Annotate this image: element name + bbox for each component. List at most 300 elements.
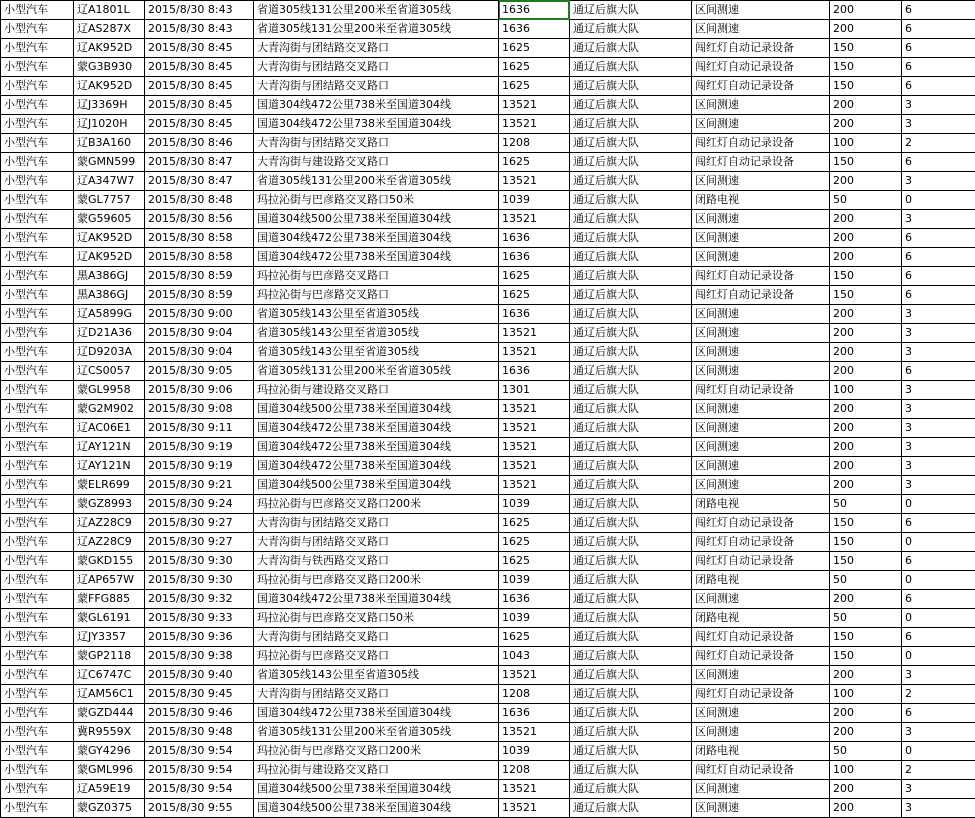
plate-cell[interactable]: 辽AY121N <box>74 457 145 476</box>
fine-cell[interactable]: 200 <box>830 115 902 134</box>
vehicle-type-cell[interactable]: 小型汽车 <box>1 742 74 761</box>
datetime-cell[interactable]: 2015/8/30 9:05 <box>145 362 254 381</box>
fine-cell[interactable]: 150 <box>830 153 902 172</box>
device-cell[interactable]: 区间测速 <box>692 590 830 609</box>
datetime-cell[interactable]: 2015/8/30 9:11 <box>145 419 254 438</box>
location-cell[interactable]: 国道304线472公里738米至国道304线 <box>254 438 499 457</box>
location-cell[interactable]: 国道304线472公里738米至国道304线 <box>254 229 499 248</box>
unit-cell[interactable]: 通辽后旗大队 <box>570 666 692 685</box>
location-cell[interactable]: 省道305线143公里至省道305线 <box>254 305 499 324</box>
code-cell[interactable]: 1039 <box>499 742 570 761</box>
unit-cell[interactable]: 通辽后旗大队 <box>570 77 692 96</box>
datetime-cell[interactable]: 2015/8/30 8:58 <box>145 229 254 248</box>
location-cell[interactable]: 大青沟街与团结路交叉路口 <box>254 77 499 96</box>
plate-cell[interactable]: 辽D21A36 <box>74 324 145 343</box>
location-cell[interactable]: 大青沟街与团结路交叉路口 <box>254 533 499 552</box>
points-cell[interactable]: 6 <box>902 153 975 172</box>
code-cell[interactable]: 1636 <box>499 1 570 20</box>
vehicle-type-cell[interactable]: 小型汽车 <box>1 476 74 495</box>
datetime-cell[interactable]: 2015/8/30 8:58 <box>145 248 254 267</box>
fine-cell[interactable]: 200 <box>830 343 902 362</box>
location-cell[interactable]: 大青沟街与团结路交叉路口 <box>254 628 499 647</box>
points-cell[interactable]: 3 <box>902 172 975 191</box>
vehicle-type-cell[interactable]: 小型汽车 <box>1 685 74 704</box>
plate-cell[interactable]: 辽J1020H <box>74 115 145 134</box>
datetime-cell[interactable]: 2015/8/30 8:59 <box>145 267 254 286</box>
fine-cell[interactable]: 150 <box>830 514 902 533</box>
unit-cell[interactable]: 通辽后旗大队 <box>570 742 692 761</box>
unit-cell[interactable]: 通辽后旗大队 <box>570 229 692 248</box>
location-cell[interactable]: 省道305线131公里200米至省道305线 <box>254 20 499 39</box>
vehicle-type-cell[interactable]: 小型汽车 <box>1 381 74 400</box>
code-cell[interactable]: 1039 <box>499 191 570 210</box>
location-cell[interactable]: 省道305线143公里至省道305线 <box>254 666 499 685</box>
code-cell[interactable]: 13521 <box>499 438 570 457</box>
unit-cell[interactable]: 通辽后旗大队 <box>570 495 692 514</box>
points-cell[interactable]: 3 <box>902 799 975 818</box>
datetime-cell[interactable]: 2015/8/30 8:45 <box>145 58 254 77</box>
device-cell[interactable]: 区间测速 <box>692 115 830 134</box>
plate-cell[interactable]: 辽A5899G <box>74 305 145 324</box>
location-cell[interactable]: 大青沟街与团结路交叉路口 <box>254 39 499 58</box>
points-cell[interactable]: 3 <box>902 96 975 115</box>
fine-cell[interactable]: 200 <box>830 400 902 419</box>
unit-cell[interactable]: 通辽后旗大队 <box>570 172 692 191</box>
unit-cell[interactable]: 通辽后旗大队 <box>570 438 692 457</box>
vehicle-type-cell[interactable]: 小型汽车 <box>1 457 74 476</box>
vehicle-type-cell[interactable]: 小型汽车 <box>1 799 74 818</box>
vehicle-type-cell[interactable]: 小型汽车 <box>1 552 74 571</box>
location-cell[interactable]: 大青沟街与团结路交叉路口 <box>254 514 499 533</box>
unit-cell[interactable]: 通辽后旗大队 <box>570 628 692 647</box>
points-cell[interactable]: 0 <box>902 495 975 514</box>
fine-cell[interactable]: 200 <box>830 476 902 495</box>
unit-cell[interactable]: 通辽后旗大队 <box>570 96 692 115</box>
plate-cell[interactable]: 蒙GL9958 <box>74 381 145 400</box>
location-cell[interactable]: 国道304线472公里738米至国道304线 <box>254 419 499 438</box>
datetime-cell[interactable]: 2015/8/30 8:45 <box>145 96 254 115</box>
location-cell[interactable]: 大青沟街与团结路交叉路口 <box>254 58 499 77</box>
unit-cell[interactable]: 通辽后旗大队 <box>570 305 692 324</box>
fine-cell[interactable]: 200 <box>830 780 902 799</box>
plate-cell[interactable]: 辽AZ28C9 <box>74 533 145 552</box>
code-cell[interactable]: 1208 <box>499 685 570 704</box>
datetime-cell[interactable]: 2015/8/30 9:55 <box>145 799 254 818</box>
datetime-cell[interactable]: 2015/8/30 9:30 <box>145 571 254 590</box>
fine-cell[interactable]: 50 <box>830 495 902 514</box>
datetime-cell[interactable]: 2015/8/30 8:47 <box>145 172 254 191</box>
unit-cell[interactable]: 通辽后旗大队 <box>570 400 692 419</box>
code-cell[interactable]: 13521 <box>499 780 570 799</box>
datetime-cell[interactable]: 2015/8/30 9:54 <box>145 780 254 799</box>
points-cell[interactable]: 3 <box>902 324 975 343</box>
vehicle-type-cell[interactable]: 小型汽车 <box>1 647 74 666</box>
unit-cell[interactable]: 通辽后旗大队 <box>570 115 692 134</box>
fine-cell[interactable]: 200 <box>830 438 902 457</box>
datetime-cell[interactable]: 2015/8/30 8:43 <box>145 1 254 20</box>
plate-cell[interactable]: 辽AM56C1 <box>74 685 145 704</box>
datetime-cell[interactable]: 2015/8/30 9:32 <box>145 590 254 609</box>
points-cell[interactable]: 6 <box>902 267 975 286</box>
fine-cell[interactable]: 200 <box>830 666 902 685</box>
fine-cell[interactable]: 200 <box>830 704 902 723</box>
fine-cell[interactable]: 150 <box>830 286 902 305</box>
code-cell[interactable]: 13521 <box>499 324 570 343</box>
vehicle-type-cell[interactable]: 小型汽车 <box>1 229 74 248</box>
plate-cell[interactable]: 辽AS287X <box>74 20 145 39</box>
fine-cell[interactable]: 200 <box>830 362 902 381</box>
fine-cell[interactable]: 50 <box>830 609 902 628</box>
location-cell[interactable]: 国道304线472公里738米至国道304线 <box>254 704 499 723</box>
vehicle-type-cell[interactable]: 小型汽车 <box>1 780 74 799</box>
device-cell[interactable]: 闭路电视 <box>692 495 830 514</box>
plate-cell[interactable]: 辽AK952D <box>74 77 145 96</box>
datetime-cell[interactable]: 2015/8/30 9:38 <box>145 647 254 666</box>
location-cell[interactable]: 大青沟街与团结路交叉路口 <box>254 134 499 153</box>
vehicle-type-cell[interactable]: 小型汽车 <box>1 343 74 362</box>
device-cell[interactable]: 区间测速 <box>692 96 830 115</box>
location-cell[interactable]: 省道305线143公里至省道305线 <box>254 343 499 362</box>
fine-cell[interactable]: 50 <box>830 571 902 590</box>
location-cell[interactable]: 国道304线472公里738米至国道304线 <box>254 115 499 134</box>
datetime-cell[interactable]: 2015/8/30 9:27 <box>145 514 254 533</box>
points-cell[interactable]: 0 <box>902 647 975 666</box>
plate-cell[interactable]: 蒙ELR699 <box>74 476 145 495</box>
plate-cell[interactable]: 蒙GZ8993 <box>74 495 145 514</box>
device-cell[interactable]: 区间测速 <box>692 20 830 39</box>
datetime-cell[interactable]: 2015/8/30 9:27 <box>145 533 254 552</box>
points-cell[interactable]: 6 <box>902 552 975 571</box>
device-cell[interactable]: 区间测速 <box>692 723 830 742</box>
datetime-cell[interactable]: 2015/8/30 8:56 <box>145 210 254 229</box>
points-cell[interactable]: 3 <box>902 780 975 799</box>
vehicle-type-cell[interactable]: 小型汽车 <box>1 305 74 324</box>
unit-cell[interactable]: 通辽后旗大队 <box>570 1 692 20</box>
vehicle-type-cell[interactable]: 小型汽车 <box>1 210 74 229</box>
points-cell[interactable]: 3 <box>902 419 975 438</box>
code-cell[interactable]: 1625 <box>499 514 570 533</box>
fine-cell[interactable]: 200 <box>830 590 902 609</box>
points-cell[interactable]: 3 <box>902 457 975 476</box>
device-cell[interactable]: 区间测速 <box>692 457 830 476</box>
fine-cell[interactable]: 200 <box>830 248 902 267</box>
code-cell[interactable]: 1636 <box>499 248 570 267</box>
code-cell[interactable]: 1636 <box>499 20 570 39</box>
code-cell[interactable]: 1625 <box>499 77 570 96</box>
location-cell[interactable]: 国道304线472公里738米至国道304线 <box>254 248 499 267</box>
unit-cell[interactable]: 通辽后旗大队 <box>570 685 692 704</box>
plate-cell[interactable]: 蒙GY4296 <box>74 742 145 761</box>
datetime-cell[interactable]: 2015/8/30 8:45 <box>145 115 254 134</box>
plate-cell[interactable]: 黑A386GJ <box>74 286 145 305</box>
unit-cell[interactable]: 通辽后旗大队 <box>570 153 692 172</box>
points-cell[interactable]: 3 <box>902 115 975 134</box>
fine-cell[interactable]: 200 <box>830 172 902 191</box>
datetime-cell[interactable]: 2015/8/30 9:24 <box>145 495 254 514</box>
vehicle-type-cell[interactable]: 小型汽车 <box>1 39 74 58</box>
unit-cell[interactable]: 通辽后旗大队 <box>570 20 692 39</box>
device-cell[interactable]: 闯红灯自动记录设备 <box>692 134 830 153</box>
points-cell[interactable]: 6 <box>902 39 975 58</box>
code-cell[interactable]: 1636 <box>499 362 570 381</box>
fine-cell[interactable]: 100 <box>830 381 902 400</box>
vehicle-type-cell[interactable]: 小型汽车 <box>1 153 74 172</box>
code-cell[interactable]: 1301 <box>499 381 570 400</box>
points-cell[interactable]: 3 <box>902 210 975 229</box>
device-cell[interactable]: 闯红灯自动记录设备 <box>692 381 830 400</box>
fine-cell[interactable]: 150 <box>830 552 902 571</box>
datetime-cell[interactable]: 2015/8/30 9:46 <box>145 704 254 723</box>
unit-cell[interactable]: 通辽后旗大队 <box>570 552 692 571</box>
code-cell[interactable]: 13521 <box>499 457 570 476</box>
device-cell[interactable]: 区间测速 <box>692 666 830 685</box>
code-cell[interactable]: 1208 <box>499 761 570 780</box>
plate-cell[interactable]: 辽JY3357 <box>74 628 145 647</box>
fine-cell[interactable]: 150 <box>830 628 902 647</box>
unit-cell[interactable]: 通辽后旗大队 <box>570 381 692 400</box>
unit-cell[interactable]: 通辽后旗大队 <box>570 267 692 286</box>
location-cell[interactable]: 省道305线131公里200米至省道305线 <box>254 362 499 381</box>
code-cell[interactable]: 13521 <box>499 799 570 818</box>
points-cell[interactable]: 6 <box>902 286 975 305</box>
fine-cell[interactable]: 200 <box>830 419 902 438</box>
datetime-cell[interactable]: 2015/8/30 9:00 <box>145 305 254 324</box>
points-cell[interactable]: 3 <box>902 476 975 495</box>
plate-cell[interactable]: 辽AZ28C9 <box>74 514 145 533</box>
points-cell[interactable]: 6 <box>902 362 975 381</box>
device-cell[interactable]: 闯红灯自动记录设备 <box>692 153 830 172</box>
unit-cell[interactable]: 通辽后旗大队 <box>570 590 692 609</box>
device-cell[interactable]: 区间测速 <box>692 1 830 20</box>
fine-cell[interactable]: 150 <box>830 533 902 552</box>
fine-cell[interactable]: 150 <box>830 77 902 96</box>
unit-cell[interactable]: 通辽后旗大队 <box>570 58 692 77</box>
code-cell[interactable]: 1039 <box>499 495 570 514</box>
code-cell[interactable]: 1625 <box>499 39 570 58</box>
plate-cell[interactable]: 蒙G2M902 <box>74 400 145 419</box>
fine-cell[interactable]: 50 <box>830 191 902 210</box>
device-cell[interactable]: 闯红灯自动记录设备 <box>692 685 830 704</box>
code-cell[interactable]: 1208 <box>499 134 570 153</box>
device-cell[interactable]: 区间测速 <box>692 305 830 324</box>
fine-cell[interactable]: 150 <box>830 58 902 77</box>
points-cell[interactable]: 0 <box>902 742 975 761</box>
points-cell[interactable]: 3 <box>902 381 975 400</box>
points-cell[interactable]: 0 <box>902 571 975 590</box>
plate-cell[interactable]: 辽AC06E1 <box>74 419 145 438</box>
device-cell[interactable]: 区间测速 <box>692 476 830 495</box>
vehicle-type-cell[interactable]: 小型汽车 <box>1 761 74 780</box>
datetime-cell[interactable]: 2015/8/30 8:43 <box>145 20 254 39</box>
vehicle-type-cell[interactable]: 小型汽车 <box>1 191 74 210</box>
datetime-cell[interactable]: 2015/8/30 9:19 <box>145 438 254 457</box>
points-cell[interactable]: 3 <box>902 723 975 742</box>
plate-cell[interactable]: 辽AY121N <box>74 438 145 457</box>
device-cell[interactable]: 区间测速 <box>692 229 830 248</box>
points-cell[interactable]: 3 <box>902 305 975 324</box>
code-cell[interactable]: 1625 <box>499 153 570 172</box>
location-cell[interactable]: 玛拉沁街与建设路交叉路口 <box>254 381 499 400</box>
code-cell[interactable]: 13521 <box>499 666 570 685</box>
device-cell[interactable]: 闯红灯自动记录设备 <box>692 58 830 77</box>
vehicle-type-cell[interactable]: 小型汽车 <box>1 267 74 286</box>
points-cell[interactable]: 6 <box>902 229 975 248</box>
points-cell[interactable]: 6 <box>902 20 975 39</box>
plate-cell[interactable]: 蒙FFG885 <box>74 590 145 609</box>
plate-cell[interactable]: 蒙GML996 <box>74 761 145 780</box>
code-cell[interactable]: 13521 <box>499 476 570 495</box>
fine-cell[interactable]: 200 <box>830 723 902 742</box>
location-cell[interactable]: 省道305线131公里200米至省道305线 <box>254 172 499 191</box>
plate-cell[interactable]: 蒙GZ0375 <box>74 799 145 818</box>
datetime-cell[interactable]: 2015/8/30 8:47 <box>145 153 254 172</box>
plate-cell[interactable]: 辽A59E19 <box>74 780 145 799</box>
plate-cell[interactable]: 辽A1801L <box>74 1 145 20</box>
unit-cell[interactable]: 通辽后旗大队 <box>570 799 692 818</box>
fine-cell[interactable]: 100 <box>830 685 902 704</box>
plate-cell[interactable]: 辽C6747C <box>74 666 145 685</box>
location-cell[interactable]: 玛拉沁街与巴彦路交叉路口 <box>254 647 499 666</box>
plate-cell[interactable]: 辽AP657W <box>74 571 145 590</box>
vehicle-type-cell[interactable]: 小型汽车 <box>1 495 74 514</box>
code-cell[interactable]: 1625 <box>499 628 570 647</box>
device-cell[interactable]: 区间测速 <box>692 248 830 267</box>
datetime-cell[interactable]: 2015/8/30 8:46 <box>145 134 254 153</box>
location-cell[interactable]: 省道305线143公里至省道305线 <box>254 324 499 343</box>
code-cell[interactable]: 1039 <box>499 571 570 590</box>
location-cell[interactable]: 国道304线500公里738米至国道304线 <box>254 476 499 495</box>
code-cell[interactable]: 13521 <box>499 115 570 134</box>
device-cell[interactable]: 区间测速 <box>692 780 830 799</box>
datetime-cell[interactable]: 2015/8/30 9:54 <box>145 761 254 780</box>
fine-cell[interactable]: 200 <box>830 210 902 229</box>
vehicle-type-cell[interactable]: 小型汽车 <box>1 324 74 343</box>
device-cell[interactable]: 闯红灯自动记录设备 <box>692 267 830 286</box>
fine-cell[interactable]: 150 <box>830 267 902 286</box>
unit-cell[interactable]: 通辽后旗大队 <box>570 514 692 533</box>
vehicle-type-cell[interactable]: 小型汽车 <box>1 172 74 191</box>
plate-cell[interactable]: 蒙GP2118 <box>74 647 145 666</box>
plate-cell[interactable]: 辽B3A160 <box>74 134 145 153</box>
vehicle-type-cell[interactable]: 小型汽车 <box>1 400 74 419</box>
vehicle-type-cell[interactable]: 小型汽车 <box>1 1 74 20</box>
points-cell[interactable]: 0 <box>902 533 975 552</box>
points-cell[interactable]: 6 <box>902 704 975 723</box>
location-cell[interactable]: 省道305线131公里200米至省道305线 <box>254 723 499 742</box>
points-cell[interactable]: 6 <box>902 628 975 647</box>
plate-cell[interactable]: 辽CS0057 <box>74 362 145 381</box>
vehicle-type-cell[interactable]: 小型汽车 <box>1 609 74 628</box>
device-cell[interactable]: 区间测速 <box>692 419 830 438</box>
device-cell[interactable]: 闭路电视 <box>692 609 830 628</box>
vehicle-type-cell[interactable]: 小型汽车 <box>1 77 74 96</box>
vehicle-type-cell[interactable]: 小型汽车 <box>1 571 74 590</box>
location-cell[interactable]: 国道304线500公里738米至国道304线 <box>254 210 499 229</box>
unit-cell[interactable]: 通辽后旗大队 <box>570 362 692 381</box>
datetime-cell[interactable]: 2015/8/30 9:04 <box>145 343 254 362</box>
device-cell[interactable]: 闯红灯自动记录设备 <box>692 628 830 647</box>
points-cell[interactable]: 6 <box>902 248 975 267</box>
datetime-cell[interactable]: 2015/8/30 8:45 <box>145 77 254 96</box>
plate-cell[interactable]: 辽AK952D <box>74 248 145 267</box>
points-cell[interactable]: 6 <box>902 514 975 533</box>
location-cell[interactable]: 省道305线131公里200米至省道305线 <box>254 1 499 20</box>
code-cell[interactable]: 1039 <box>499 609 570 628</box>
unit-cell[interactable]: 通辽后旗大队 <box>570 191 692 210</box>
plate-cell[interactable]: 辽A347W7 <box>74 172 145 191</box>
device-cell[interactable]: 区间测速 <box>692 400 830 419</box>
location-cell[interactable]: 国道304线500公里738米至国道304线 <box>254 400 499 419</box>
datetime-cell[interactable]: 2015/8/30 9:48 <box>145 723 254 742</box>
vehicle-type-cell[interactable]: 小型汽车 <box>1 533 74 552</box>
datetime-cell[interactable]: 2015/8/30 9:19 <box>145 457 254 476</box>
device-cell[interactable]: 闯红灯自动记录设备 <box>692 39 830 58</box>
plate-cell[interactable]: 冀R9559X <box>74 723 145 742</box>
unit-cell[interactable]: 通辽后旗大队 <box>570 419 692 438</box>
plate-cell[interactable]: 蒙GKD155 <box>74 552 145 571</box>
code-cell[interactable]: 1043 <box>499 647 570 666</box>
location-cell[interactable]: 玛拉沁街与巴彦路交叉路口200米 <box>254 571 499 590</box>
points-cell[interactable]: 3 <box>902 438 975 457</box>
plate-cell[interactable]: 蒙GL6191 <box>74 609 145 628</box>
code-cell[interactable]: 13521 <box>499 400 570 419</box>
unit-cell[interactable]: 通辽后旗大队 <box>570 533 692 552</box>
unit-cell[interactable]: 通辽后旗大队 <box>570 324 692 343</box>
plate-cell[interactable]: 蒙GZD444 <box>74 704 145 723</box>
fine-cell[interactable]: 200 <box>830 799 902 818</box>
device-cell[interactable]: 区间测速 <box>692 799 830 818</box>
unit-cell[interactable]: 通辽后旗大队 <box>570 210 692 229</box>
datetime-cell[interactable]: 2015/8/30 8:59 <box>145 286 254 305</box>
points-cell[interactable]: 0 <box>902 609 975 628</box>
code-cell[interactable]: 13521 <box>499 419 570 438</box>
plate-cell[interactable]: 蒙GL7757 <box>74 191 145 210</box>
fine-cell[interactable]: 200 <box>830 1 902 20</box>
vehicle-type-cell[interactable]: 小型汽车 <box>1 362 74 381</box>
points-cell[interactable]: 6 <box>902 1 975 20</box>
location-cell[interactable]: 国道304线500公里738米至国道304线 <box>254 799 499 818</box>
fine-cell[interactable]: 200 <box>830 229 902 248</box>
plate-cell[interactable]: 辽AK952D <box>74 39 145 58</box>
location-cell[interactable]: 玛拉沁街与巴彦路交叉路口200米 <box>254 742 499 761</box>
location-cell[interactable]: 玛拉沁街与巴彦路交叉路口50米 <box>254 609 499 628</box>
points-cell[interactable]: 2 <box>902 134 975 153</box>
plate-cell[interactable]: 辽AK952D <box>74 229 145 248</box>
code-cell[interactable]: 1625 <box>499 533 570 552</box>
vehicle-type-cell[interactable]: 小型汽车 <box>1 628 74 647</box>
unit-cell[interactable]: 通辽后旗大队 <box>570 286 692 305</box>
fine-cell[interactable]: 100 <box>830 134 902 153</box>
datetime-cell[interactable]: 2015/8/30 9:54 <box>145 742 254 761</box>
fine-cell[interactable]: 200 <box>830 457 902 476</box>
points-cell[interactable]: 3 <box>902 666 975 685</box>
device-cell[interactable]: 闯红灯自动记录设备 <box>692 647 830 666</box>
unit-cell[interactable]: 通辽后旗大队 <box>570 723 692 742</box>
datetime-cell[interactable]: 2015/8/30 9:33 <box>145 609 254 628</box>
unit-cell[interactable]: 通辽后旗大队 <box>570 476 692 495</box>
vehicle-type-cell[interactable]: 小型汽车 <box>1 286 74 305</box>
vehicle-type-cell[interactable]: 小型汽车 <box>1 590 74 609</box>
datetime-cell[interactable]: 2015/8/30 9:04 <box>145 324 254 343</box>
datetime-cell[interactable]: 2015/8/30 8:45 <box>145 39 254 58</box>
plate-cell[interactable]: 黑A386GJ <box>74 267 145 286</box>
code-cell[interactable]: 13521 <box>499 210 570 229</box>
datetime-cell[interactable]: 2015/8/30 9:40 <box>145 666 254 685</box>
code-cell[interactable]: 1625 <box>499 58 570 77</box>
points-cell[interactable]: 6 <box>902 590 975 609</box>
unit-cell[interactable]: 通辽后旗大队 <box>570 571 692 590</box>
datetime-cell[interactable]: 2015/8/30 9:30 <box>145 552 254 571</box>
